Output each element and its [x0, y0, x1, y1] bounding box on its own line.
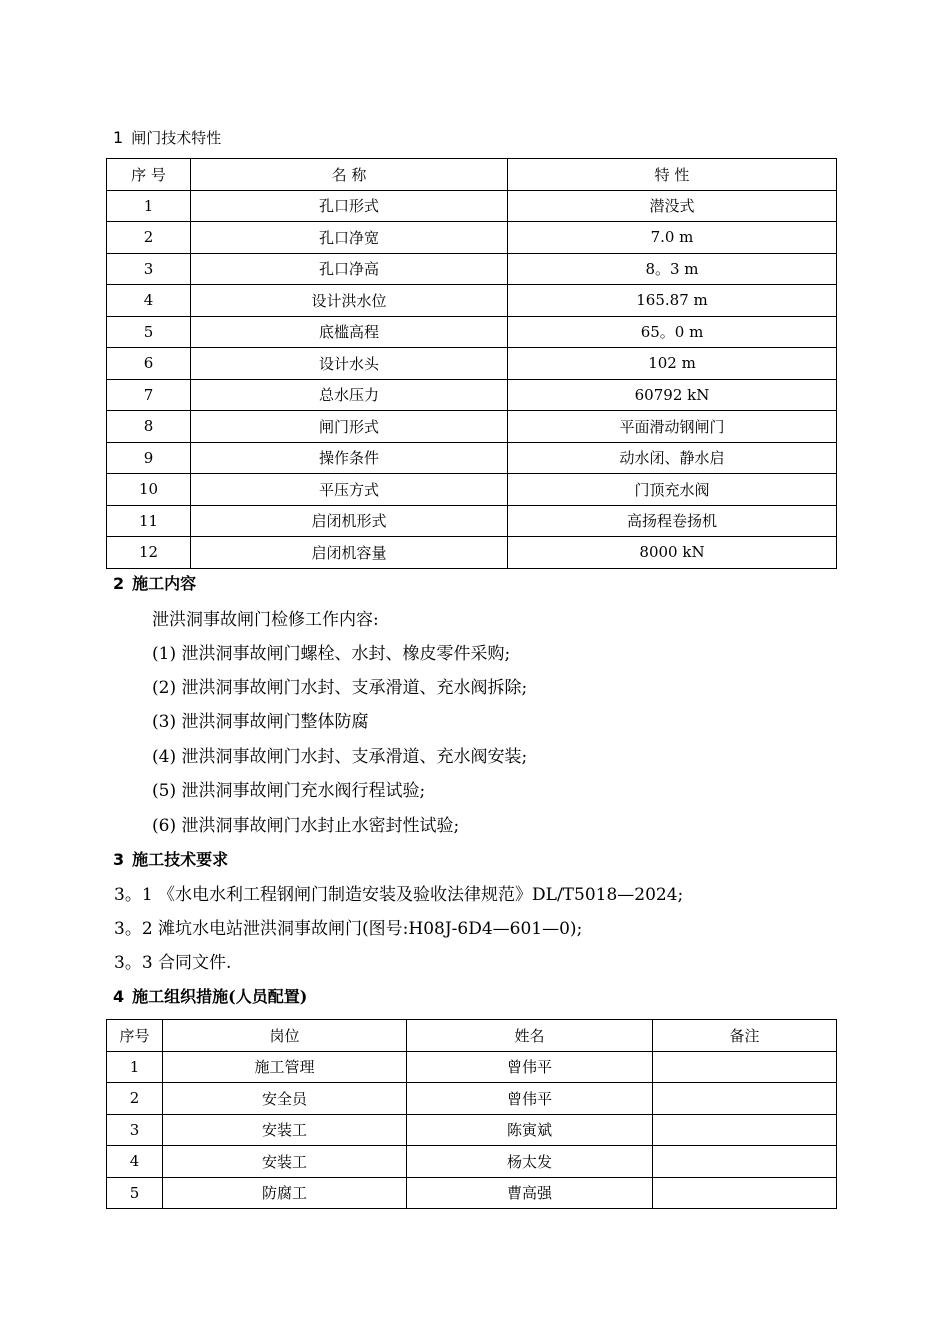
section-2-number: 2: [113, 574, 125, 593]
cell-remark: [653, 1114, 837, 1146]
spec-item: 3。1 《水电水利工程钢闸门制造安装及验收法律规范》DL/T5018—2024;: [114, 885, 684, 905]
cell-name: 总水压力: [191, 379, 508, 411]
cell-index: 7: [107, 379, 191, 411]
cell-name: 操作条件: [191, 442, 508, 474]
table-row: [107, 190, 837, 222]
cell-index: 9: [107, 442, 191, 474]
gate-spec-table: [106, 158, 837, 569]
cell-index: 6: [107, 348, 191, 380]
table-row: [107, 442, 837, 474]
table-row: [107, 316, 837, 348]
cell-position: 安装工: [163, 1114, 407, 1146]
cell-index: 12: [107, 537, 191, 569]
section-4-title: 施工组织措施(人员配置): [132, 987, 308, 1006]
cell-remark: [653, 1177, 837, 1209]
section-3-heading: [113, 849, 228, 871]
spec-item: 3。3 合同文件.: [114, 953, 232, 973]
header-remark: 备注: [653, 1020, 837, 1052]
header-name: 名 称: [191, 159, 508, 191]
cell-index: 8: [107, 411, 191, 443]
cell-remark: [653, 1146, 837, 1178]
header-index: 序 号: [107, 159, 191, 191]
cell-property: 高扬程卷扬机: [508, 505, 837, 537]
cell-index: 2: [107, 222, 191, 254]
table-row: [107, 505, 837, 537]
cell-index: 3: [107, 1114, 163, 1146]
cell-name: 启闭机容量: [191, 537, 508, 569]
cell-name: 闸门形式: [191, 411, 508, 443]
cell-property: 8000 kN: [508, 537, 837, 569]
header-property: 特 性: [508, 159, 837, 191]
cell-index: 1: [107, 190, 191, 222]
cell-index: 2: [107, 1083, 163, 1115]
table-row: [107, 1114, 837, 1146]
work-item: (3) 泄洪洞事故闸门整体防腐: [152, 712, 369, 732]
cell-index: 11: [107, 505, 191, 537]
cell-property: 7.0 m: [508, 222, 837, 254]
table-row: [107, 253, 837, 285]
table-row: [107, 1177, 837, 1209]
cell-name: 底槛高程: [191, 316, 508, 348]
section-3-number: 3: [113, 850, 125, 869]
cell-property: 平面滑动钢闸门: [508, 411, 837, 443]
cell-name: 设计水头: [191, 348, 508, 380]
section-2-heading: [113, 573, 196, 595]
table-row: [107, 379, 837, 411]
table-header-row: [107, 159, 837, 191]
header-position: 岗位: [163, 1020, 407, 1052]
cell-remark: [653, 1051, 837, 1083]
cell-property: 165.87 m: [508, 285, 837, 317]
work-item: (1) 泄洪洞事故闸门螺栓、水封、橡皮零件采购;: [152, 644, 511, 664]
cell-index: 5: [107, 1177, 163, 1209]
cell-name: 曾伟平: [407, 1083, 653, 1115]
cell-property: 102 m: [508, 348, 837, 380]
section-1-number: 1: [113, 128, 124, 147]
cell-name: 启闭机形式: [191, 505, 508, 537]
cell-name: 孔口净高: [191, 253, 508, 285]
cell-property: 动水闭、静水启: [508, 442, 837, 474]
cell-name: 设计洪水位: [191, 285, 508, 317]
cell-index: 1: [107, 1051, 163, 1083]
work-item: (5) 泄洪洞事故闸门充水阀行程试验;: [152, 781, 426, 801]
section-2-intro: 泄洪洞事故闸门检修工作内容:: [152, 610, 379, 630]
section-1-title: 闸门技术特性: [131, 129, 222, 147]
cell-name: 平压方式: [191, 474, 508, 506]
table-row: [107, 1051, 837, 1083]
table-row: [107, 222, 837, 254]
work-item: (6) 泄洪洞事故闸门水封止水密封性试验;: [152, 816, 460, 836]
section-1-heading: [113, 127, 221, 149]
cell-index: 10: [107, 474, 191, 506]
cell-position: 防腐工: [163, 1177, 407, 1209]
cell-name: 孔口净宽: [191, 222, 508, 254]
cell-position: 安全员: [163, 1083, 407, 1115]
header-name: 姓名: [407, 1020, 653, 1052]
cell-property: 门顶充水阀: [508, 474, 837, 506]
cell-property: 65。0 m: [508, 316, 837, 348]
table-row: [107, 348, 837, 380]
table-row: [107, 1083, 837, 1115]
table-row: [107, 1146, 837, 1178]
section-2-title: 施工内容: [132, 574, 197, 593]
cell-index: 4: [107, 285, 191, 317]
cell-position: 安装工: [163, 1146, 407, 1178]
staff-table: [106, 1019, 837, 1209]
table-row: [107, 474, 837, 506]
header-index: 序号: [107, 1020, 163, 1052]
cell-property: 潜没式: [508, 190, 837, 222]
cell-name: 杨太发: [407, 1146, 653, 1178]
work-item: (4) 泄洪洞事故闸门水封、支承滑道、充水阀安装;: [152, 747, 528, 767]
cell-name: 曹高强: [407, 1177, 653, 1209]
table-row: [107, 285, 837, 317]
cell-index: 4: [107, 1146, 163, 1178]
table-row: [107, 411, 837, 443]
cell-name: 曾伟平: [407, 1051, 653, 1083]
section-4-heading: [113, 986, 307, 1008]
section-3-title: 施工技术要求: [132, 850, 229, 869]
table-row: [107, 537, 837, 569]
section-4-number: 4: [113, 987, 125, 1006]
table-header-row: [107, 1020, 837, 1052]
cell-name: 陈寅斌: [407, 1114, 653, 1146]
cell-index: 3: [107, 253, 191, 285]
cell-property: 8。3 m: [508, 253, 837, 285]
spec-item: 3。2 滩坑水电站泄洪洞事故闸门(图号:H08J-6D4—601—0);: [114, 919, 583, 939]
cell-remark: [653, 1083, 837, 1115]
cell-position: 施工管理: [163, 1051, 407, 1083]
cell-index: 5: [107, 316, 191, 348]
cell-property: 60792 kN: [508, 379, 837, 411]
cell-name: 孔口形式: [191, 190, 508, 222]
work-item: (2) 泄洪洞事故闸门水封、支承滑道、充水阀拆除;: [152, 678, 528, 698]
